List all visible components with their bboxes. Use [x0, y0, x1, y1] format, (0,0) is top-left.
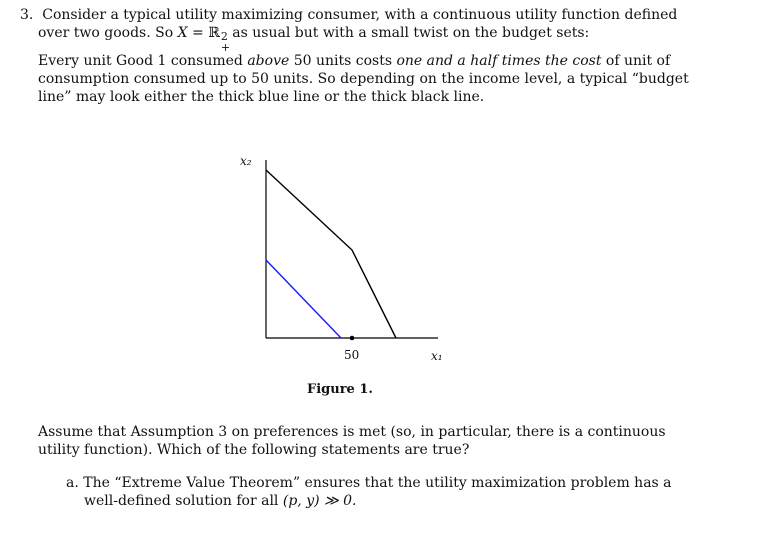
para-l1-em2: one and a half times the cost — [396, 53, 602, 69]
math-X: X — [177, 25, 188, 41]
tick-label-50: 50 — [344, 348, 360, 362]
assumption-line-2: utility function). Which of the following statements are true? — [38, 442, 470, 458]
option-a-text: well-defined solution for all — [84, 493, 283, 509]
figure-caption: Figure 1. — [307, 382, 373, 397]
blue-budget-line — [266, 260, 341, 338]
math-eq: = — [187, 25, 209, 41]
question-text-1: Consider a typical utility maximizing consumer, with a continuous utility function defined — [42, 7, 678, 23]
option-a-line-1: a. The “Extreme Value Theorem” ensures that the utility maximization problem has a — [66, 475, 672, 491]
para-l1-a: Every unit Good 1 consumed — [38, 53, 248, 69]
question-number: 3. — [20, 7, 34, 23]
tick-50-dot — [350, 336, 355, 341]
option-a-line-2 — [84, 492, 356, 510]
para-l1-em: above — [247, 53, 290, 69]
para-l1-b: 50 units costs — [289, 53, 397, 69]
paragraph-line-2: consumption consumed up to 50 units. So depending on the income level, a typical “budget — [38, 71, 689, 87]
math-sub: + — [220, 41, 231, 54]
math-sup: 2 — [220, 30, 228, 43]
assumption-line-1: Assume that Assumption 3 on preferences is met (so, in particular, there is a continuous — [38, 424, 666, 440]
math-R: ℝ — [208, 25, 220, 41]
para-l1-c: of unit of — [601, 53, 671, 69]
black-budget-line — [266, 170, 396, 338]
question-text-2: over two goods. So — [38, 25, 178, 41]
y-axis-label: x₂ — [240, 154, 252, 168]
paragraph-line-3: line” may look either the thick blue line or the thick black line. — [38, 89, 485, 105]
x-axis-label: x₁ — [431, 349, 443, 363]
question-text-2b: as usual but with a small twist on the budget sets: — [227, 25, 590, 41]
option-a-math: (p, y) ≫ 0. — [282, 493, 357, 509]
